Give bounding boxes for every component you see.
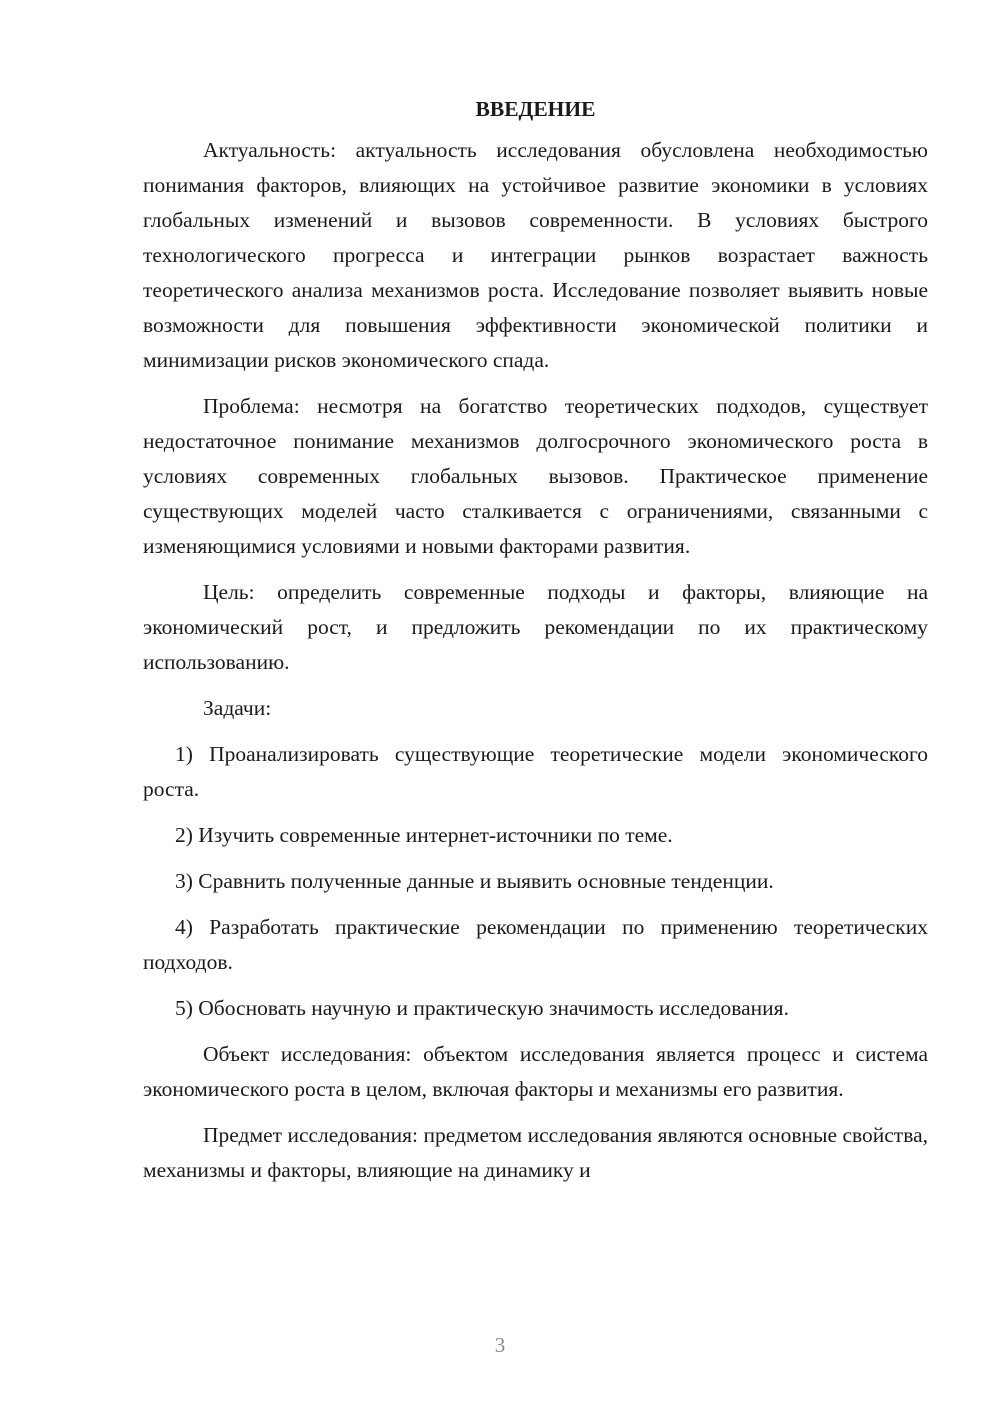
document-body: [143, 92, 928, 1188]
page-title: ВВЕДЕНИЕ: [475, 97, 596, 121]
page-number: 3: [494, 1333, 506, 1357]
task-item-1: 1) Проанализировать существующие теоретические модели экономического роста.: [143, 742, 928, 801]
task-item-4: 4) Разработать практические рекомендации по применению теоретических подходов.: [143, 915, 928, 974]
paragraph-object: Объект исследования: объектом исследования является процесс и система экономического роста в целом, включая факторы и механизмы его развития.: [143, 1042, 928, 1101]
paragraph-relevance: Актуальность: актуальность исследования обусловлена необходимостью понимания факторов, влияющих на устойчивое развитие экономики в условиях глобальных изменений и вызовов современности. В условиях быстрого технологического прогресса и интеграции рынков возрастает важность теоретического анализа механизмов роста. Исследование позволяет выявить новые возможности для повышения эффективности экономической политики и минимизации рисков экономического спада.: [143, 138, 928, 372]
paragraph-problem: Проблема: несмотря на богатство теоретических подходов, существует недостаточное понимание механизмов долгосрочного экономического роста в условиях современных глобальных вызовов. Практическое применение существующих моделей часто сталкивается с ограничениями, связанными с изменяющимися условиями и новыми факторами развития.: [143, 394, 928, 558]
task-item-5: 5) Обосновать научную и практическую значимость исследования.: [175, 996, 789, 1020]
task-item-3: 3) Сравнить полученные данные и выявить основные тенденции.: [175, 869, 774, 893]
task-item-2: 2) Изучить современные интернет-источники по теме.: [175, 823, 673, 847]
paragraph-subject: Предмет исследования: предметом исследования являются основные свойства, механизмы и факторы, влияющие на динамику и: [143, 1123, 928, 1182]
paragraph-tasks-heading: Задачи:: [203, 696, 272, 720]
paragraph-goal: Цель: определить современные подходы и факторы, влияющие на экономический рост, и предложить рекомендации по их практическому использованию.: [143, 580, 928, 674]
